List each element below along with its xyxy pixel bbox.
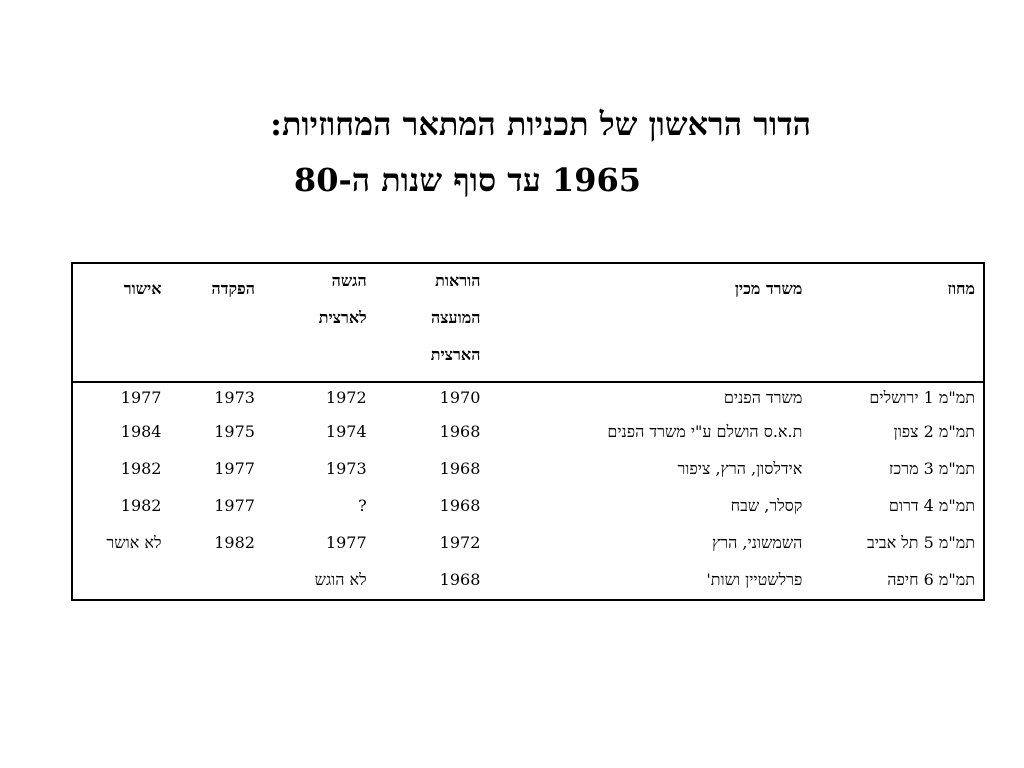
cell-submission: ? bbox=[358, 496, 367, 515]
cell-district: תמ"מ 2 צפון bbox=[893, 422, 975, 441]
cell-instructions: 1968 bbox=[439, 496, 481, 515]
cell-office: פרלשטיין ושות' bbox=[706, 570, 803, 589]
cell-office: ת.א.ס הושלם ע"י משרד הפנים bbox=[607, 422, 803, 441]
cell-instructions: 1970 bbox=[439, 388, 481, 407]
table-row bbox=[73, 530, 983, 567]
cell-deposit bbox=[169, 567, 262, 604]
cell-instructions: 1968 bbox=[439, 459, 481, 478]
header-deposit: הפקדה bbox=[169, 264, 262, 382]
table-row bbox=[73, 382, 983, 419]
table-row bbox=[73, 493, 983, 530]
cell-office: קסלר, שבח bbox=[730, 496, 803, 515]
cell-deposit: 1975 bbox=[214, 422, 255, 441]
cell-deposit: 1977 bbox=[214, 459, 255, 478]
table-row bbox=[73, 567, 983, 604]
header-instructions-line-3: הארצית bbox=[430, 345, 481, 364]
cell-approval: 1984 bbox=[120, 422, 162, 441]
cell-district: תמ"מ 1 ירושלים bbox=[869, 388, 975, 407]
header-district: מחוז bbox=[810, 264, 983, 382]
table-row bbox=[73, 456, 983, 493]
cell-approval bbox=[73, 567, 169, 604]
cell-district: תמ"מ 4 דרום bbox=[888, 496, 975, 515]
cell-submission: 1974 bbox=[325, 422, 367, 441]
title-line-1: הדור הראשון של תכניות המתאר המחוזיות: bbox=[270, 105, 811, 143]
cell-approval: 1977 bbox=[120, 388, 162, 407]
cell-office: אידלסון, הרץ, ציפור bbox=[677, 459, 803, 478]
cell-submission: 1977 bbox=[325, 533, 367, 552]
cell-submission: לא הוגש bbox=[314, 570, 367, 589]
table-header-row bbox=[73, 264, 983, 382]
cell-instructions: 1968 bbox=[439, 422, 481, 441]
plans-table bbox=[73, 264, 983, 604]
header-approval: אישור bbox=[73, 264, 169, 382]
header-submission-line-1: הגשה bbox=[331, 271, 367, 290]
cell-deposit: 1977 bbox=[214, 496, 255, 515]
cell-submission: 1972 bbox=[325, 388, 367, 407]
cell-deposit: 1982 bbox=[214, 533, 255, 552]
cell-approval: 1982 bbox=[120, 459, 162, 478]
header-instructions bbox=[375, 264, 489, 382]
cell-district: תמ"מ 3 מרכז bbox=[888, 459, 975, 478]
cell-instructions: 1972 bbox=[439, 533, 481, 552]
cell-deposit: 1973 bbox=[214, 388, 255, 407]
cell-district: תמ"מ 6 חיפה bbox=[887, 570, 975, 589]
header-instructions-line-1: הוראות bbox=[435, 271, 481, 290]
table-row bbox=[73, 419, 983, 456]
cell-district: תמ"מ 5 תל אביב bbox=[867, 533, 975, 552]
header-submission-line-2: לארצית bbox=[318, 308, 367, 327]
cell-office: משרד הפנים bbox=[723, 388, 803, 407]
cell-instructions: 1968 bbox=[439, 570, 481, 589]
cell-approval: לא אושר bbox=[106, 533, 162, 552]
plans-table-frame bbox=[71, 262, 985, 601]
header-office: משרד מכין bbox=[488, 264, 810, 382]
title-line-2: 1965 עד סוף שנות ה-80 bbox=[293, 161, 641, 199]
cell-office: השמשוני, הרץ bbox=[711, 533, 803, 552]
header-instructions-line-2: המועצה bbox=[430, 308, 481, 327]
header-submission bbox=[263, 264, 375, 382]
cell-approval: 1982 bbox=[120, 496, 162, 515]
cell-submission: 1973 bbox=[325, 459, 367, 478]
